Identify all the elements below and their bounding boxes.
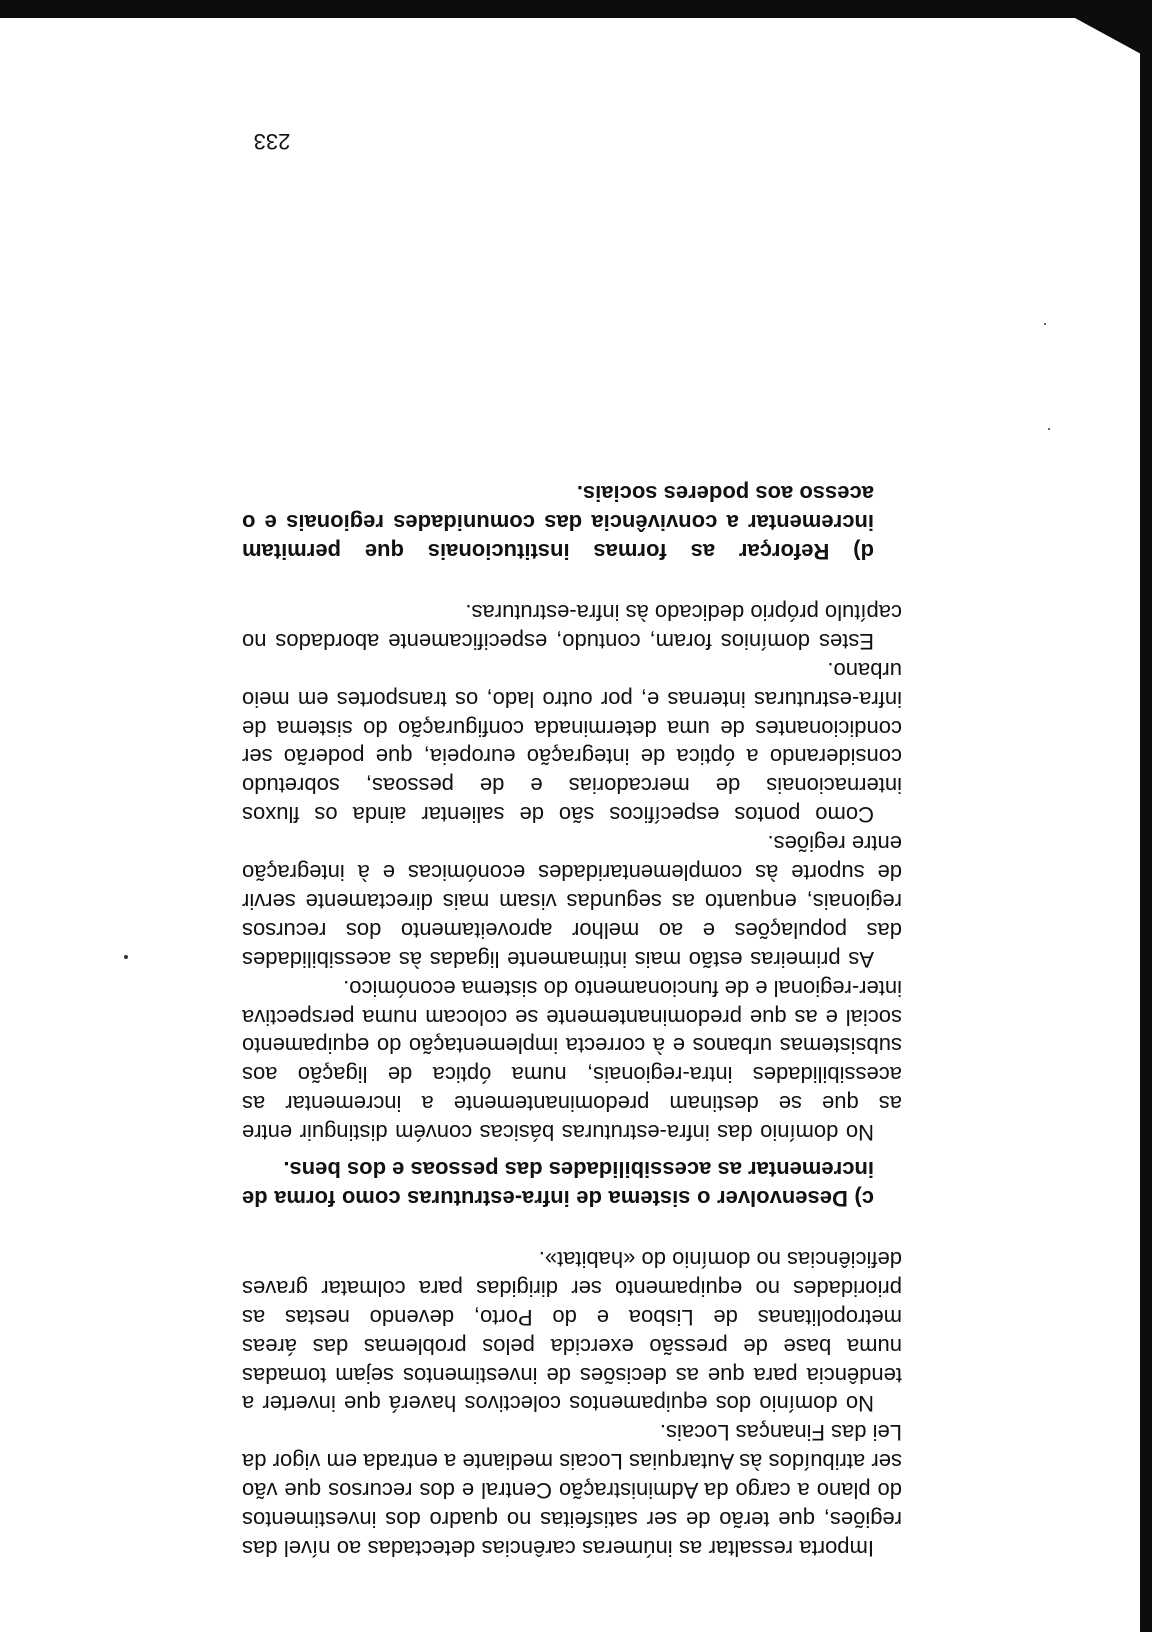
- paragraph-infra-estruturas: No domínio das infra-estruturas básicas convém distinguir entre as que se destinam predominantemente a incrementar as acessibilidades intra-regionais, numa óptica de ligação aos subsistemas urbanos e à correcta implementação do equipamento social e as que predominantemente se colocam numa perspectiva inter-regional e de funcionamento do sistema económico.: [242, 975, 902, 1146]
- paragraph-pontos-especificos: Como pontos específicos são de salientar ainda os fluxos internacionais de mercadorias e de pessoas, sobretudo considerando a óptica de integração europeia, que poderão ser condicionantes de uma determinada configuração do sistema de infra-estruturas internas e, por outro lado, os transportes em meio urbano.: [242, 657, 902, 828]
- paragraph-primeiras: As primeiras estão mais intimamente ligadas às acessibilidades das populações e ao melhor aproveitamento dos recursos regionais, enquanto as segundas visam mais directamente servir de suporte às complementaridades económicas e à integração entre regiões.: [242, 831, 902, 972]
- heading-c: c) Desenvolver o sistema de infra-estruturas como forma de incrementar as acessibilidades das pessoas e dos bens.: [242, 1157, 874, 1212]
- paragraph-dominios: Estes domínios foram, contudo, especificamente abordados no capítulo próprio dedicado às infra-estruturas.: [242, 599, 902, 654]
- page-number: 233: [253, 129, 291, 154]
- heading-d: d) Reforçar as formas institucionais que permitam incrementar a convivência das comunidades regionais e o acesso aos poderes sociais.: [242, 481, 874, 564]
- body-text: [242, 470, 902, 1562]
- paragraph-carencias: Importa ressaltar as inúmeras carências detectadas ao nível das regiões, que terão de ser satisfeitas no quadro dos investimentos do plano a cargo da Administração Central e dos recursos que vão ser atribuídos às Autarquias Locais mediante a entrada em vigor da Lei das Finanças Locais.: [242, 1420, 902, 1561]
- paragraph-equipamentos: No domínio dos equipamentos colectivos haverá que inverter a tendência para que as decisões de investimentos sejam tomadas numa base de pressão exercida pelos problemas das áreas metropolitanas de Lisboa e do Porto, devendo nestas as prioridades no equipamento ser dirigidas para colmatar graves deficiências no domínio do «habitat».: [242, 1246, 902, 1417]
